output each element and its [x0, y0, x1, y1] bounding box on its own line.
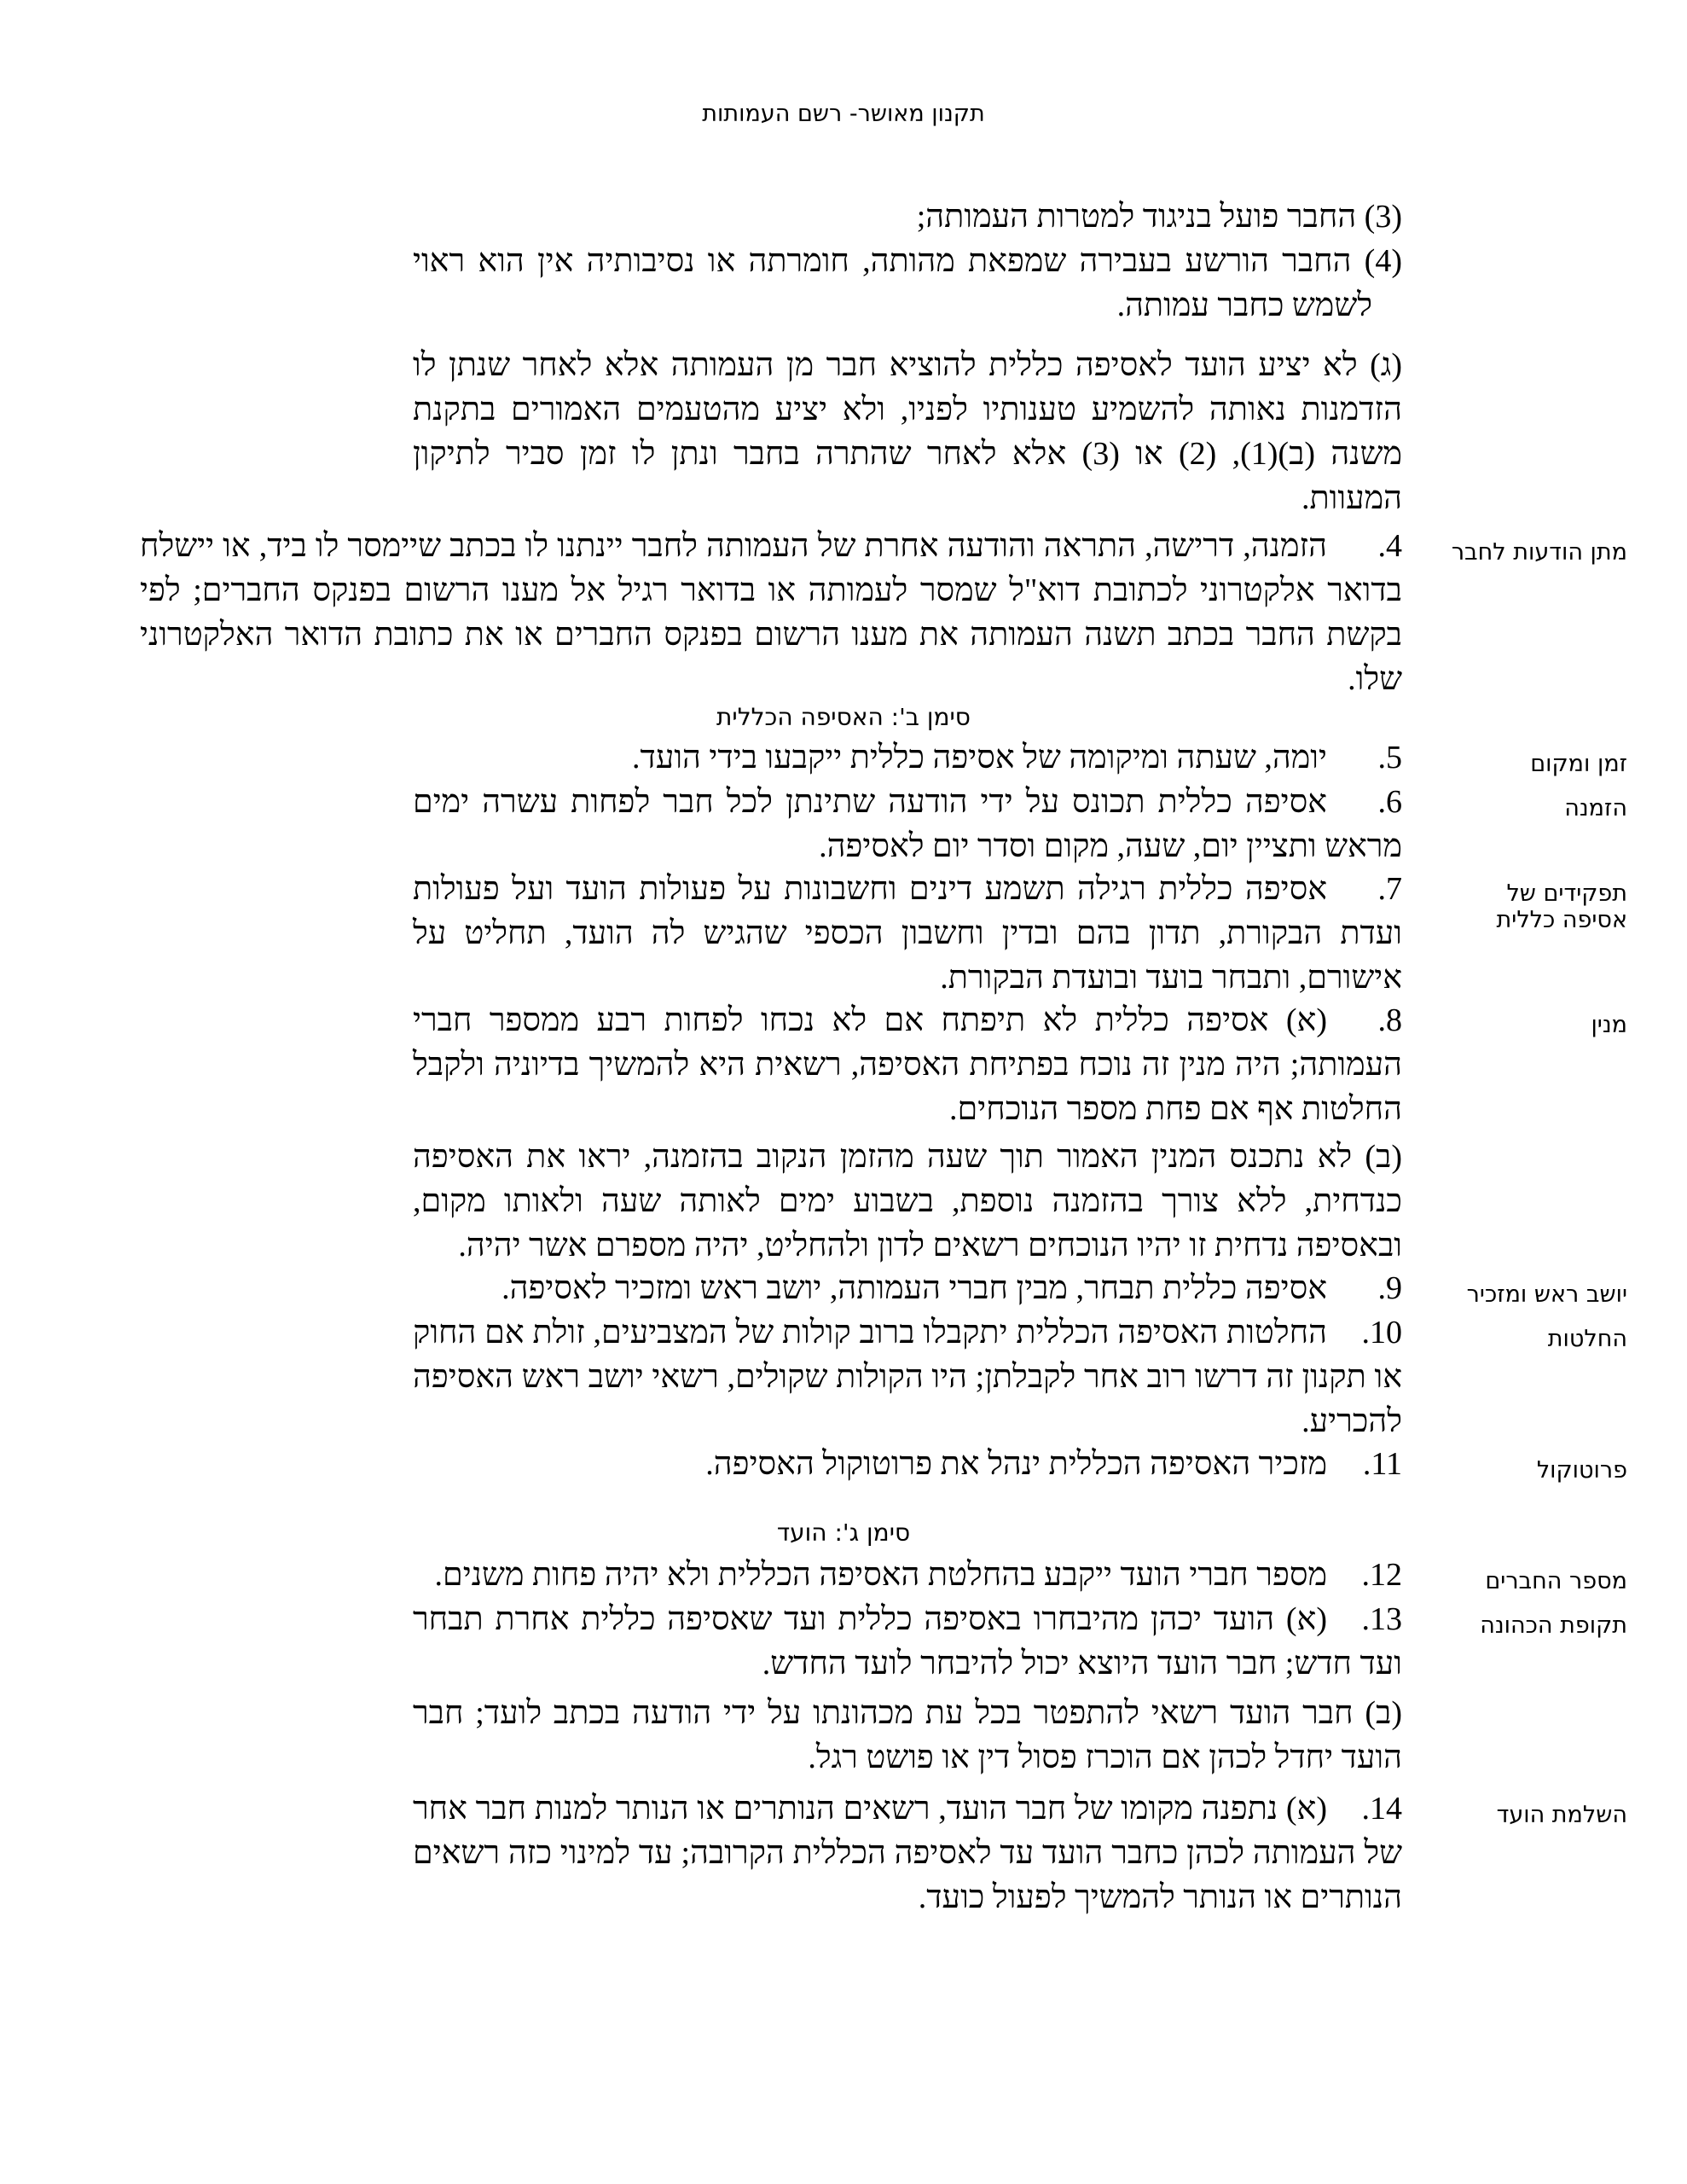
section-number: 6.	[1377, 784, 1402, 820]
section-6	[413, 780, 1402, 868]
margin-label-decisions: החלטות	[1547, 1326, 1627, 1352]
margin-label-notices: מתן הודעות לחבר	[1451, 539, 1627, 566]
section-number: 13.	[1361, 1601, 1402, 1637]
section-14	[413, 1786, 1402, 1920]
margin-label-protocol: פרוטוקול	[1536, 1457, 1627, 1484]
section-number: 5.	[1377, 740, 1402, 775]
margin-label-roles: תפקידים של אסיפה כללית	[1496, 880, 1627, 933]
chapter-title-general-assembly: סימן ב': האסיפה הכללית	[716, 703, 971, 731]
clause-item-3: (3) החבר פועל בניגוד למטרות העמותה;	[916, 199, 1402, 235]
section-5	[413, 735, 1402, 780]
section-8a	[413, 998, 1402, 1131]
section-number: 7.	[1377, 871, 1402, 907]
section-9	[413, 1266, 1402, 1310]
margin-label-chair: יושב ראש ומזכיר	[1466, 1281, 1627, 1308]
margin-label-time-place: זמן ומקום	[1530, 751, 1627, 777]
section-text: מזכיר האסיפה הכללית ינהל את פרוטוקול האסיפה.	[705, 1446, 1327, 1482]
section-text: (א) אסיפה כללית לא תיפתח אם לא נכחו לפחות רבע ממספר חברי העמותה; היה מנין זה נוכח בפתיחת האסיפה, רשאית היא להמשיך בדיוניה ולקבל החלטות אף אם פחת מספר הנוכחים.	[413, 1002, 1402, 1127]
section-13b: (ב) חבר הועד רשאי להתפטר בכל עת מכהונתו על ידי הודעה בכתב לועד; חבר הועד יחדל לכהן אם הוכרז פסול דין או פושט רגל.	[413, 1695, 1402, 1775]
section-number: 9.	[1377, 1270, 1402, 1306]
section-text: (א) הועד יכהן מהיבחרו באסיפה כללית ועד שאסיפה כללית אחרת תבחר ועד חדש; חבר הועד היוצא יכול להיבחר לועד החדש.	[413, 1601, 1402, 1682]
margin-label-invitation: הזמנה	[1564, 795, 1627, 822]
section-number: 14.	[1361, 1791, 1402, 1827]
section-text: יומה, שעתה ומיקומה של אסיפה כללית ייקבעו בידי הועד.	[632, 740, 1327, 775]
section-12	[413, 1553, 1402, 1597]
section-text: החלטות האסיפה הכללית יתקבלו ברוב קולות של המצביעים, זולת אם החוק או תקנון זה דרשו רוב אחר לקבלתן; היו הקולות שקולים, רשאי יושב ראש האסיפה להכריע.	[413, 1315, 1402, 1439]
page-header: תקנון מאושר- רשם העמותות	[702, 101, 985, 127]
section-text: אסיפה כללית תכונס על ידי הודעה שתינתן לכל חבר לפחות עשרה ימים מראש ותציין יום, שעה, מקום וסדר יום לאסיפה.	[413, 784, 1402, 864]
margin-label-term: תקופת הכהונה	[1480, 1612, 1627, 1639]
section-text: אסיפה כללית רגילה תשמע דינים וחשבונות על פעולות הועד ועל פעולות ועדת הבקורת, תדון בהם ובדין וחשבון הכספי שהגיש לה הועד, תחליט על אישורם, ותבחר בועד ובועדת הבקורת.	[413, 871, 1402, 996]
section-number: 12.	[1361, 1557, 1402, 1593]
section-4	[140, 524, 1402, 701]
section-number: 8.	[1377, 1002, 1402, 1038]
clause-item-4: (4) החבר הורשע בעבירה שמפאת מהותה, חומרתה או נסיבותיה אין הוא ראוי לשמש כחבר עמותה.	[413, 243, 1402, 323]
section-text: (א) נתפנה מקומו של חבר הועד, רשאים הנותרים או הנותר למנות חבר אחר של העמותה לכהן כחבר הועד עד לאסיפה הכללית הקרובה; עד למינוי כזה רשאים הנותרים או הנותר להמשיך לפעול כועד.	[413, 1791, 1402, 1915]
section-text: מספר חברי הועד ייקבע בהחלטת האסיפה הכללית ולא יהיה פחות משנים.	[434, 1557, 1327, 1593]
section-13a	[413, 1597, 1402, 1686]
section-text: אסיפה כללית תבחר, מבין חברי העמותה, יושב ראש ומזכיר לאסיפה.	[501, 1270, 1327, 1306]
clause-para-g: (ג) לא יציע הועד לאסיפה כללית להוציא חבר מן העמותה אלא לאחר שנתן לו הזדמנות נאותה להשמיע טענותיו לפניו, ולא יציע מהטעמים האמורים בתקנת משנה (ב)(1), (2) או (3) אלא לאחר שהתרה בחבר ונתן לו זמן סביר לתיקון המעוות.	[413, 347, 1403, 516]
chapter-title-committee: סימן ג': הועד	[776, 1519, 911, 1547]
section-number: 4.	[1377, 528, 1402, 564]
section-8b: (ב) לא נתכנס המנין האמור תוך שעה מהזמן הנקוב בהזמנה, יראו את האסיפה כנדחית, ללא צורך בהזמנה נוספת, בשבוע ימים לאותה שעה ולאותו מקום, ובאסיפה נדחית זו יהיו הנוכחים רשאים לדון ולהחליט, יהיה מספרם אשר יהיה.	[413, 1139, 1402, 1263]
section-text: הזמנה, דרישה, התראה והודעה אחרת של העמותה לחבר יינתנו לו בכתב שיימסר לו ביד, או יישלח בדואר אלקטרוני לכתובת דוא"ל שמסר לעמותה או בדואר רגיל אל מענו הרשום בפנקס החברים; לפי בקשת החבר בכתב תשנה העמותה את מענו הרשום בפנקס החברים או את כתובת הדואר האלקטרוני שלו.	[140, 528, 1402, 697]
section-10	[413, 1310, 1402, 1443]
section-11	[413, 1442, 1402, 1486]
section-7	[413, 867, 1402, 1000]
margin-label-members-count: מספר החברים	[1485, 1568, 1627, 1594]
section-number: 10.	[1361, 1315, 1402, 1350]
section-number: 11.	[1362, 1446, 1402, 1482]
margin-label-completion: השלמת הועד	[1496, 1802, 1627, 1828]
margin-label-quorum: מנין	[1591, 1012, 1627, 1038]
